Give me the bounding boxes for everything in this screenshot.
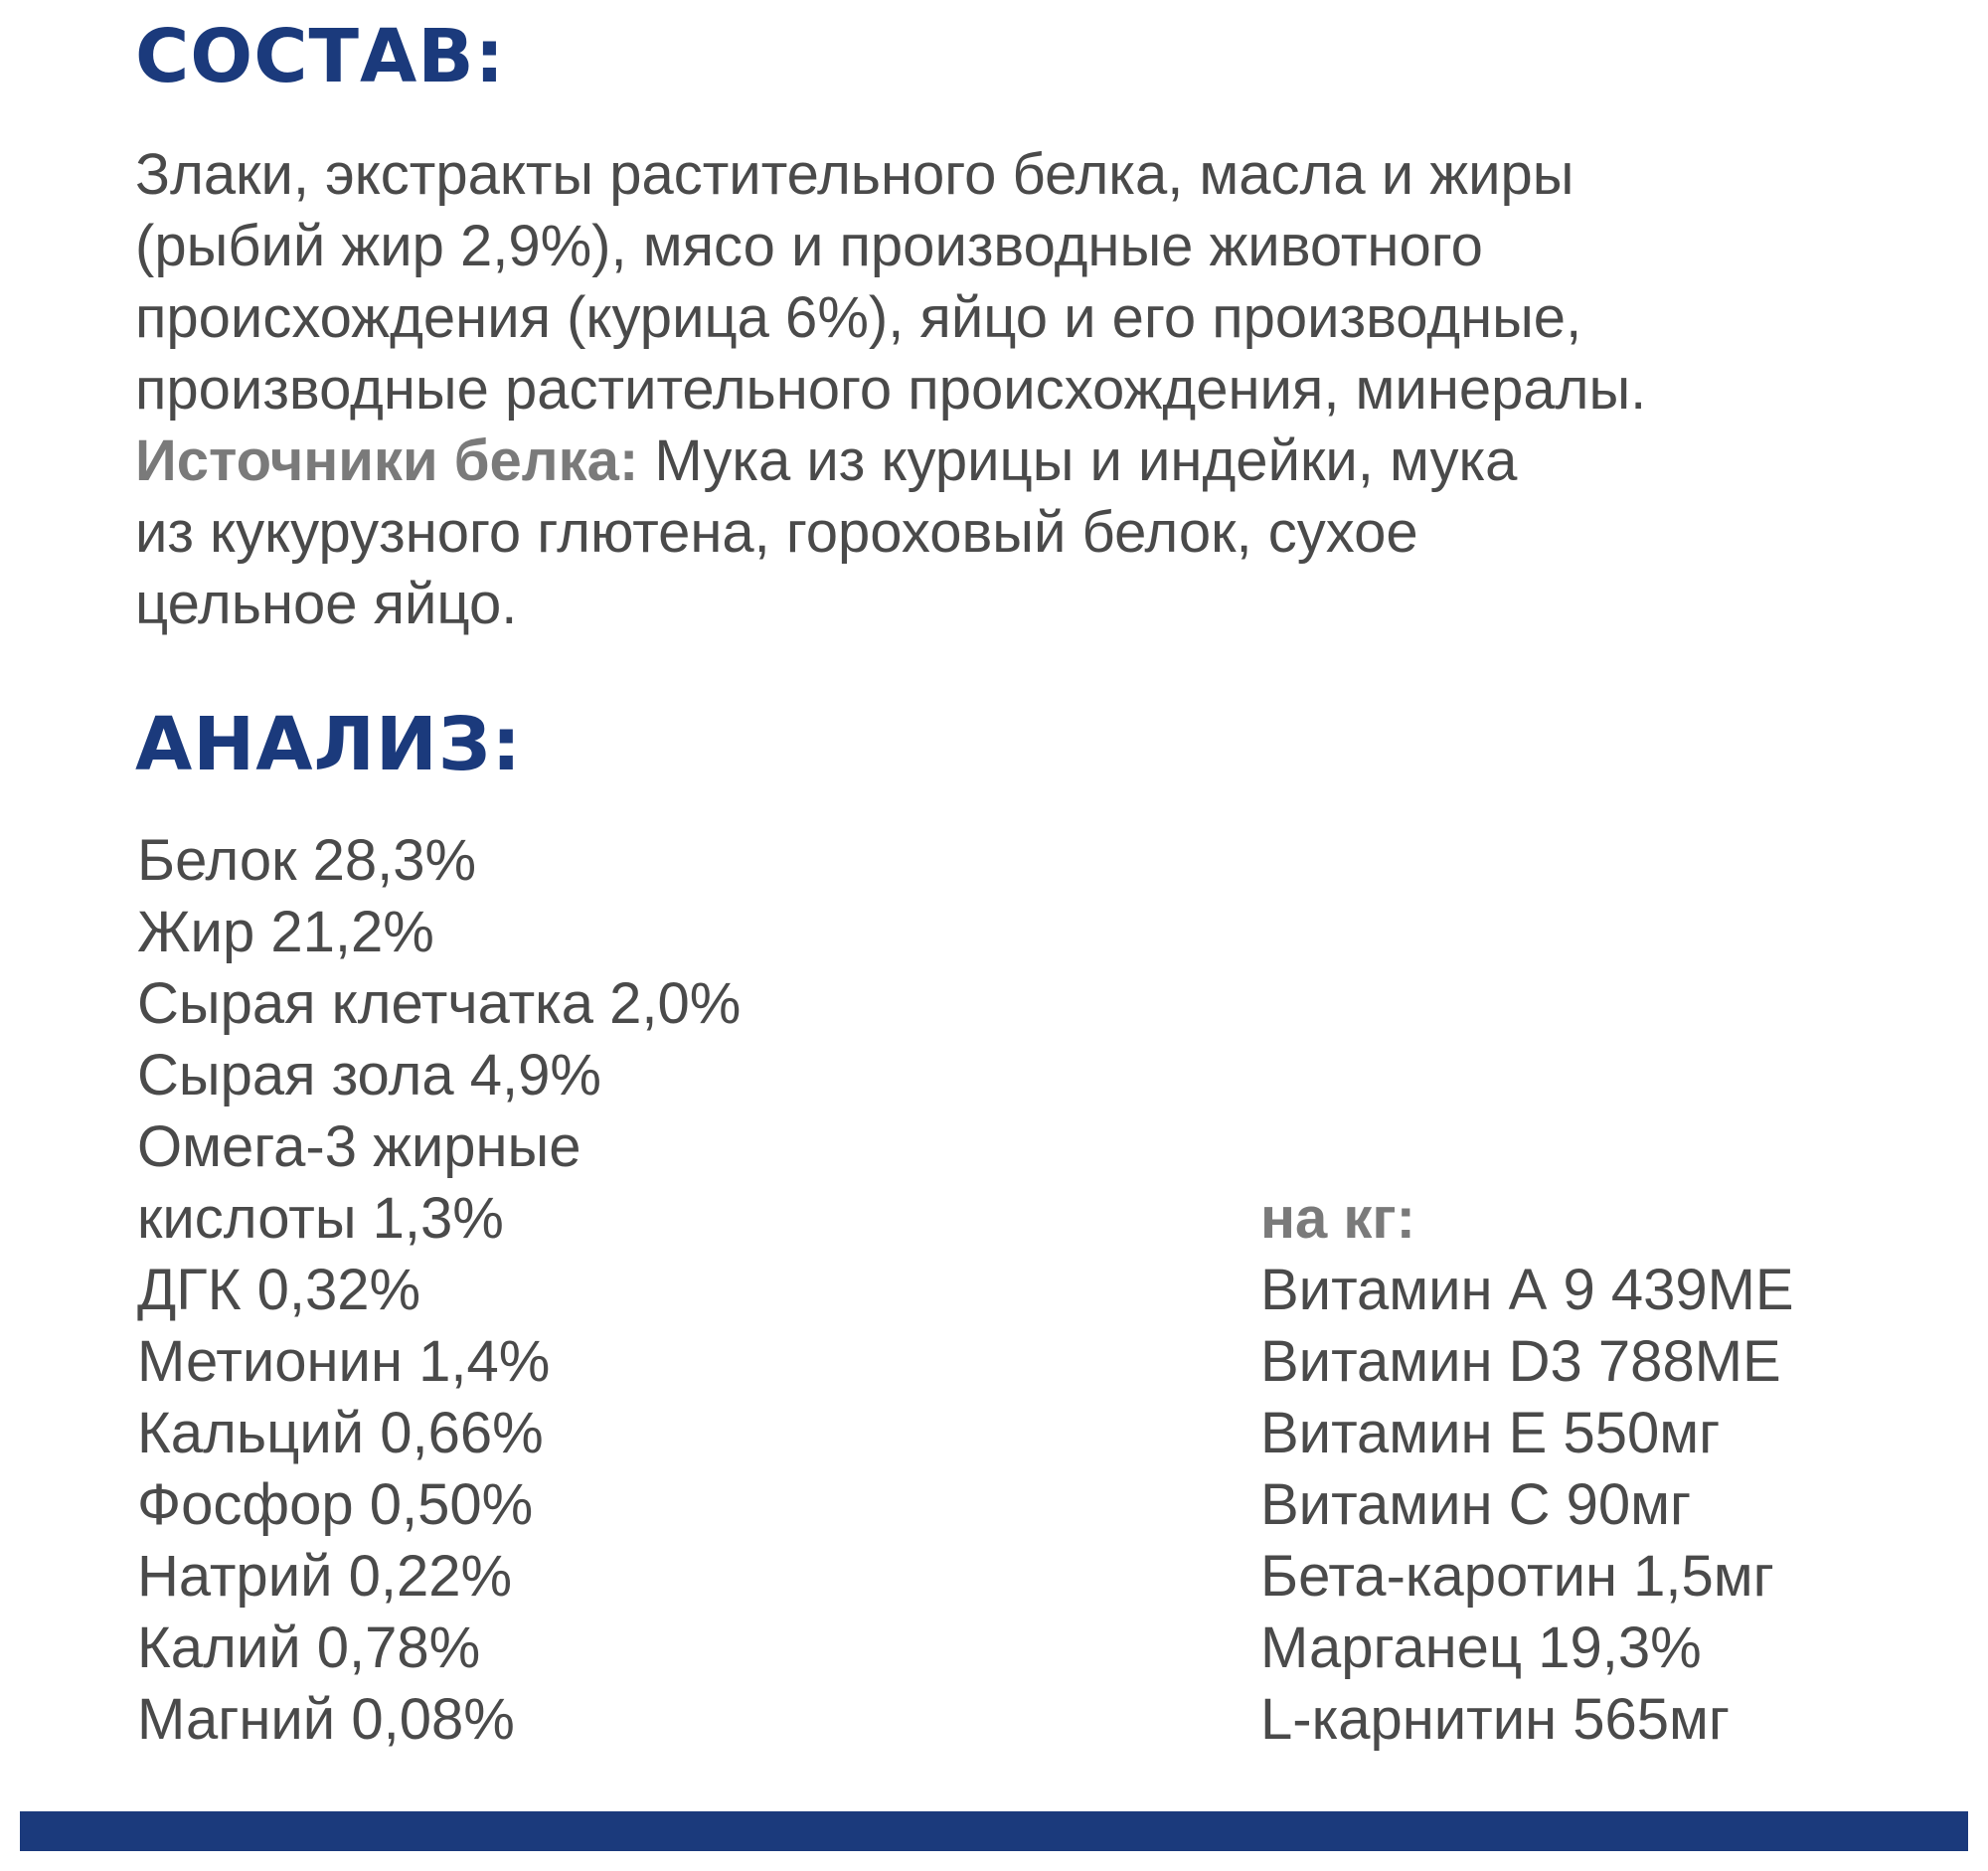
footer-bar <box>20 1811 1968 1851</box>
composition-line: Злаки, экстракты растительного белка, масла и жиры <box>135 142 1574 207</box>
composition-text <box>135 139 1924 640</box>
composition-line: (рыбий жир 2,9%), мясо и производные животного <box>135 214 1483 278</box>
analysis-item: кислоты 1,3% <box>137 1186 504 1251</box>
per-kg-title: на кг: <box>1260 1186 1415 1251</box>
analysis-list <box>137 825 741 1756</box>
analysis-item: Омега-3 жирные <box>137 1114 581 1179</box>
per-kg-item: Витамин А 9 439МЕ <box>1260 1258 1794 1322</box>
analysis-item: Жир 21,2% <box>137 900 434 964</box>
protein-sources-text: Мука из курицы и индейки, мука <box>638 428 1518 493</box>
analysis-item: Белок 28,3% <box>137 828 477 893</box>
analysis-item: Фосфор 0,50% <box>137 1472 534 1537</box>
per-kg-list <box>1260 1183 1794 1756</box>
analysis-item: ДГК 0,32% <box>137 1258 421 1322</box>
per-kg-item: Марганец 19,3% <box>1260 1616 1702 1680</box>
per-kg-item: L-карнитин 565мг <box>1260 1687 1731 1752</box>
per-kg-item: Витамин Е 550мг <box>1260 1401 1721 1465</box>
analysis-heading: АНАЛИЗ: <box>135 702 523 787</box>
composition-heading: СОСТАВ: <box>135 14 506 99</box>
protein-sources-line: из кукурузного глютена, гороховый белок, сухое <box>135 500 1418 565</box>
analysis-item: Кальций 0,66% <box>137 1401 544 1465</box>
composition-line: происхождения (курица 6%), яйцо и его производные, <box>135 285 1582 350</box>
protein-sources-line: цельное яйцо. <box>135 572 518 636</box>
protein-sources-line <box>135 425 1924 497</box>
analysis-item: Метионин 1,4% <box>137 1329 551 1394</box>
analysis-item: Сырая клетчатка 2,0% <box>137 971 742 1036</box>
analysis-item: Калий 0,78% <box>137 1616 481 1680</box>
protein-sources-label: Источники белка: <box>135 428 639 493</box>
composition-line: производные растительного происхождения, минералы. <box>135 357 1647 422</box>
analysis-item: Магний 0,08% <box>137 1687 515 1752</box>
per-kg-item: Бета-каротин 1,5мг <box>1260 1544 1774 1609</box>
per-kg-item: Витамин С 90мг <box>1260 1472 1692 1537</box>
analysis-item: Сырая зола 4,9% <box>137 1043 601 1107</box>
per-kg-item: Витамин D3 788МЕ <box>1260 1329 1781 1394</box>
analysis-item: Натрий 0,22% <box>137 1544 513 1609</box>
